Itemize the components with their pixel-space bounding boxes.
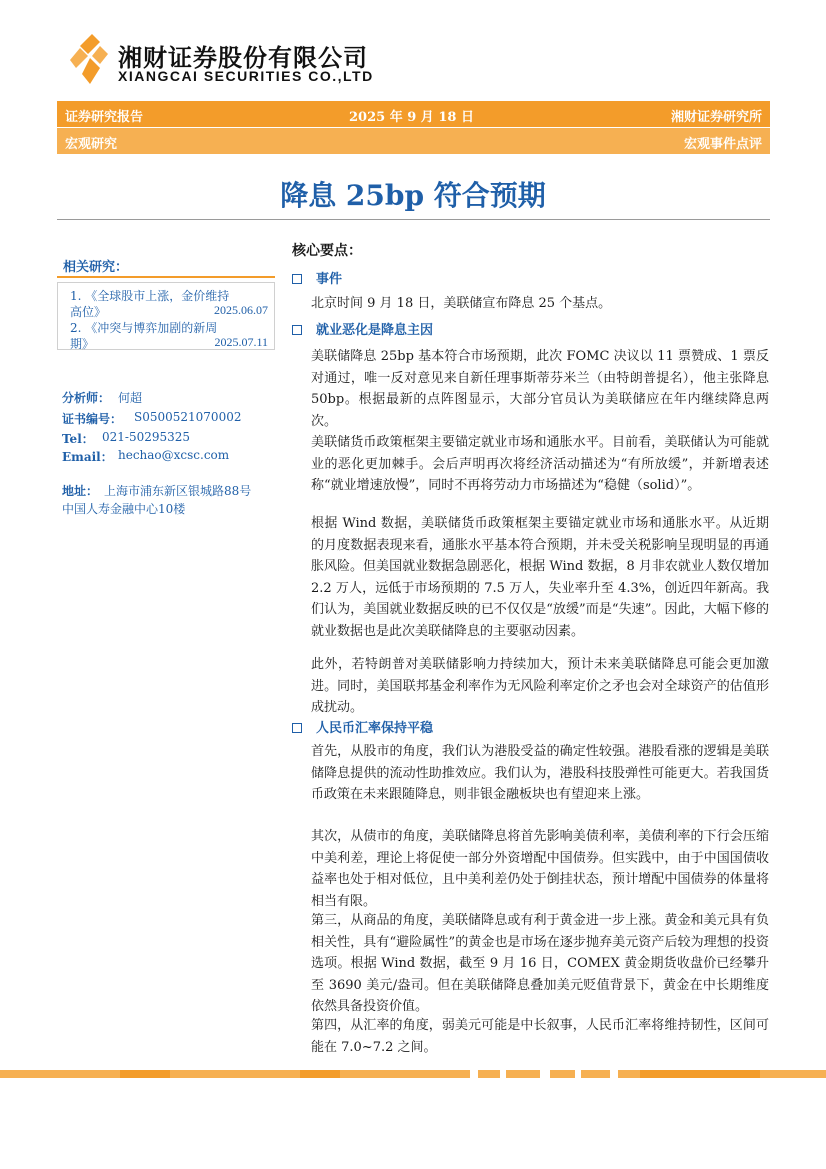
cert-value: S0500521070002 xyxy=(134,410,242,424)
related-research-header xyxy=(57,248,275,278)
address-row xyxy=(62,482,252,499)
company-name-en: XIANGCAI SECURITIES CO.,LTD xyxy=(118,68,374,84)
company-name-cn: 湘财证券股份有限公司 xyxy=(118,44,368,72)
paragraph: 北京时间 9 月 18 日，美联储宣布降息 25 个基点。 xyxy=(311,296,612,311)
paragraph: 第三，从商品的角度，美联储降息或有利于黄金进一步上涨。黄金和美元具有负相关性，具有“避险属性”的黄金也是市场在逐步抛弃美元资产后较为理想的投资选项。根据 Wind 数据，截至 9 月 16 日，COMEX 黄金期货收盘价已经攀升至 3690 美元/盎司。但在美联储降息叠加美元贬值背景下，黄金在中长期维度依然具备投资价值。 xyxy=(311,913,769,1015)
key-points-heading: 核心要点： xyxy=(292,243,362,259)
ref-1-title-line2[interactable]: 高位》 xyxy=(70,305,107,319)
analyst-name: 何超 xyxy=(118,391,143,405)
ref-2-title-line2[interactable]: 期》 xyxy=(70,337,95,351)
section-title: 就业恶化是降息主因 xyxy=(316,323,434,338)
footer-stripe-bar xyxy=(0,1070,826,1078)
email-value[interactable]: hechao@xcsc.com xyxy=(118,448,230,462)
cert-label: 证书编号： xyxy=(62,412,123,426)
title-divider xyxy=(57,219,770,220)
address-line1: 上海市浦东新区银城路88号 xyxy=(104,484,252,498)
report-type: 证券研究报告 xyxy=(65,110,144,125)
email-row xyxy=(62,448,230,465)
ref-1-title-line1[interactable]: 1. 《全球股市上涨，金价维持 xyxy=(70,289,230,303)
paragraph: 其次，从债市的角度，美联储降息将首先影响美债利率，美债利率的下行会压缩中美利差，理论上将促使一部分外资增配中国债券。但实践中，由于中国国债收益率也处于相对低位，且中美利差仍处于倒挂状态，预计增配中国债券的体量将相当有限。 xyxy=(311,829,769,909)
analyst-label: 分析师： xyxy=(62,391,111,405)
company-logo-icon xyxy=(70,32,110,88)
institute-name: 湘财证券研究所 xyxy=(670,110,762,125)
section-title: 事件 xyxy=(316,272,343,287)
paragraph: 首先，从股市的角度，我们认为港股受益的确定性较强。港股看涨的逻辑是美联储降息提供的流动性助推效应。我们认为，港股科技股弹性可能更大。若我国货币政策在未来跟随降息，则非银金融板块也有望迎来上涨。 xyxy=(311,744,769,803)
section-rmb xyxy=(292,717,433,736)
header-band-top xyxy=(57,101,770,127)
section-event xyxy=(292,268,342,287)
paragraph: 美联储货币政策框架主要锚定就业市场和通胀水平。目前看，美联储认为可能就业的恶化更加棘手。会后声明再次将经济活动描述为“有所放缓”，并新增表述称“就业增速放慢”，同时不再将劳动力市场描述为“稳健（solid）”。 xyxy=(311,435,769,494)
report-category: 宏观研究 xyxy=(65,137,118,152)
section-title: 人民币汇率保持平稳 xyxy=(316,721,434,736)
checkbox-square-icon xyxy=(292,274,302,284)
paragraph: 根据 Wind 数据，美联储货币政策框架主要锚定就业市场和通胀水平。从近期的月度数据表现来看，通胀水平基本符合预期，并未受关税影响呈现明显的再通胀风险。但美国就业数据急剧恶化，根据 Wind 数据，8 月非农就业人数仅增加 2.2 万人，远低于市场预期的 7.5 万人，失业率升至 4.3%，创近四年新高。我们认为，美国就业数据反映的已不仅仅是“放缓”而是“失速”。因此，大幅下修的就业数据也是此次美联储降息的主要驱动因素。 xyxy=(311,516,769,639)
checkbox-square-icon xyxy=(292,325,302,335)
page-title: 降息 25bp 符合预期 xyxy=(280,179,546,212)
checkbox-square-icon xyxy=(292,723,302,733)
paragraph: 此外，若特朗普对美联储影响力持续加大，预计未来美联储降息可能会更加激进。同时，美国联邦基金利率作为无风险利率定价之矛也会对全球资产的估值形成扰动。 xyxy=(311,657,769,716)
ref-2-title-line1[interactable]: 2. 《冲突与博弈加剧的新周 xyxy=(70,321,218,335)
analyst-row xyxy=(62,389,143,406)
section-employment xyxy=(292,319,433,338)
paragraph: 第四，从汇率的角度，弱美元可能是中长叙事，人民币汇率将维持韧性，区间可能在 7.0~7.2 之间。 xyxy=(311,1018,769,1055)
related-research-heading: 相关研究： xyxy=(63,260,129,275)
ref-1-date: 2025.06.07 xyxy=(214,303,268,317)
report-date: 2025 年 9 月 18 日 xyxy=(349,110,474,125)
tel-row xyxy=(62,430,191,447)
related-research-list xyxy=(57,282,275,350)
paragraph: 美联储降息 25bp 基本符合市场预期，此次 FOMC 决议以 11 票赞成、1 票反对通过，唯一反对意见来自新任理事斯蒂芬米兰（由特朗普提名），他主张降息 50bp。根据最新的点阵图显示，大部分官员认为美联储应在年内继续降息两次。 xyxy=(311,349,769,429)
email-label: Email： xyxy=(62,450,113,464)
address-line2: 中国人寿金融中心10楼 xyxy=(62,502,186,516)
ref-2-date: 2025.07.11 xyxy=(214,335,268,349)
tel-label: Tel： xyxy=(62,432,94,446)
address-label: 地址： xyxy=(62,484,99,498)
tel-value: 021-50295325 xyxy=(102,430,191,444)
header-band-bottom xyxy=(57,128,770,154)
report-subcategory: 宏观事件点评 xyxy=(683,137,762,152)
cert-row xyxy=(62,410,242,427)
